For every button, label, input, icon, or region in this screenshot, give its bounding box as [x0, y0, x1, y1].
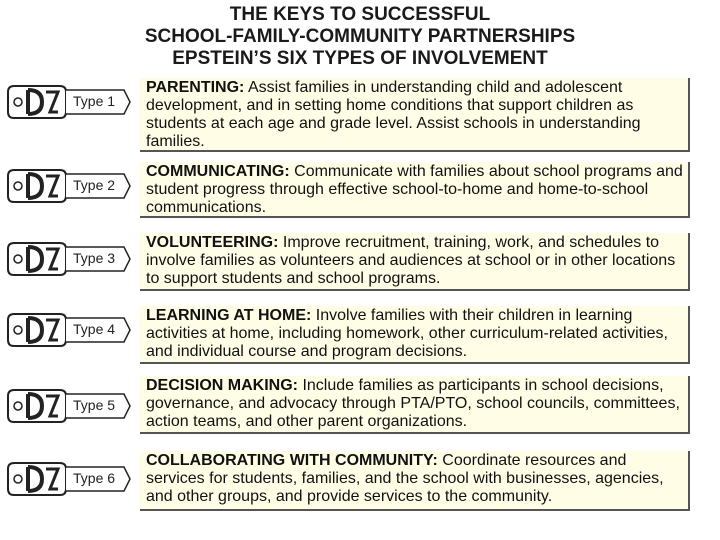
type-description-box — [140, 162, 690, 218]
type-heading: LEARNING AT HOME: — [146, 307, 312, 324]
type-label: Type 3 — [73, 250, 116, 266]
key-type-1 — [6, 80, 132, 124]
key-type-5 — [6, 384, 132, 428]
type-description-box — [140, 376, 690, 434]
type-description: Involve families with their children in learning activities at home, including homework, other curriculum-related activities, and individual course and program decisions. — [146, 307, 668, 360]
type-label: Type 1 — [73, 93, 116, 109]
type-heading: DECISION MAKING: — [146, 377, 298, 394]
type-description-box — [140, 306, 690, 364]
key-type-6 — [6, 457, 132, 501]
type-description-box — [140, 233, 690, 291]
type-description: Improve recruitment, training, work, and schedules to involve families as volunteers and audiences at school or in other locations to support students and school programs. — [146, 234, 676, 287]
type-heading: COMMUNICATING: — [146, 163, 290, 180]
type-description: Coordinate resources and services for students, families, and the school with businesses, agencies, and other groups, and provide services to the community. — [146, 452, 664, 505]
type-description: Communicate with families about school programs and student progress through effective school-to-home and home-to-school communications. — [146, 163, 683, 216]
page-title-line-2: SCHOOL-FAMILY-COMMUNITY PARTNERSHIPS — [144, 26, 576, 47]
page-title-line-1: THE KEYS TO SUCCESSFUL — [229, 4, 491, 25]
key-type-4 — [6, 308, 132, 352]
type-label: Type 6 — [73, 470, 116, 486]
key-type-2 — [6, 164, 132, 208]
page-subtitle: EPSTEIN’S SIX TYPES OF INVOLVEMENT — [172, 48, 548, 69]
type-description: Assist families in understanding child and adolescent development, and in setting home conditions that support children as students at each age and grade level. Assist schools in understanding families. — [146, 79, 641, 150]
type-label: Type 2 — [73, 177, 116, 193]
key-type-3 — [6, 237, 132, 281]
type-description-box — [140, 78, 690, 152]
type-description: Include families as participants in school decisions, governance, and advocacy through PTA/PTO, school councils, committees, action teams, and other parent organizations. — [146, 377, 680, 430]
type-heading: PARENTING: — [146, 79, 245, 96]
type-label: Type 5 — [73, 397, 116, 413]
type-description-box — [140, 451, 690, 511]
type-label: Type 4 — [73, 321, 116, 337]
type-heading: VOLUNTEERING: — [146, 234, 279, 251]
type-heading: COLLABORATING WITH COMMUNITY: — [146, 452, 438, 469]
